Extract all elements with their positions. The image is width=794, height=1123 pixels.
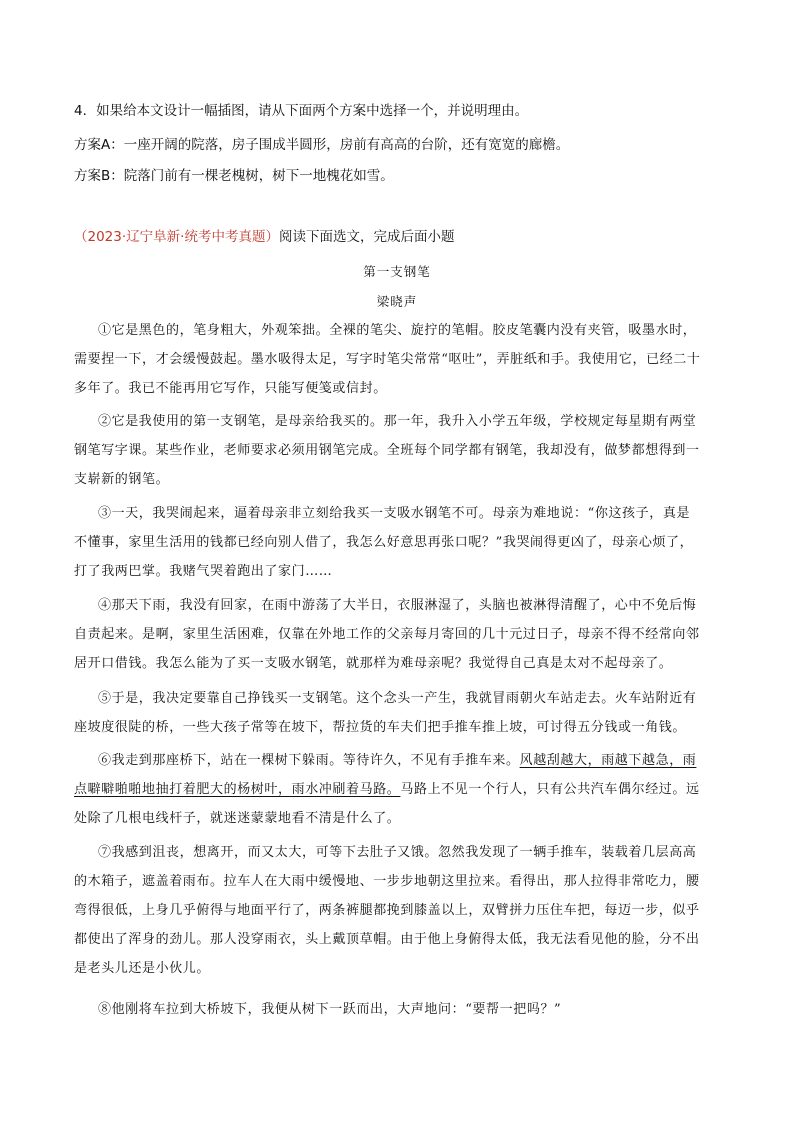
- paragraph-line: 的木箱子，遮盖着雨布。拉车人在大雨中缓慢地、一步步地朝这里拉来。看得出，那人拉得非常吃力，腰: [74, 874, 700, 889]
- paragraph-line: [98, 752, 696, 770]
- paragraph-line: 不懂事，家里生活用的钱都已经向别人借了，我怎么好意思再张口呢？”我哭闹得更凶了，母亲心烦了，: [74, 535, 694, 550]
- source-instruction: 阅读下面选文，完成后面小题: [278, 229, 455, 245]
- paragraph-line: 都使出了浑身的劲儿。那人没穿雨衣，头上戴顶草帽。由于他上身俯得太低，我无法看见他的脸，分不出: [74, 932, 700, 947]
- paragraph-line: 弯得很低，上身几乎俯得与地面平行了，两条裤腿都挽到膝盖以上，双臂拼力压住车把，每迈一步，似乎: [74, 903, 700, 918]
- paragraph-line: ⑧他刚将车拉到大桥坡下，我便从树下一跃而出，大声地问：“要帮一把吗？”: [98, 1002, 562, 1017]
- source-line: [74, 228, 454, 246]
- paragraph-line: ⑤于是，我决定要靠自己挣钱买一支钢笔。这个念头一产生，我就冒雨朝火车站走去。火车站附近有: [98, 691, 697, 706]
- paragraph-line: ①它是黑色的，笔身粗大，外观笨拙。全裸的笔尖、旋拧的笔帽。胶皮笔囊内没有夹管，吸墨水时，: [98, 323, 697, 338]
- paragraph-line: ⑦我感到沮丧，想离开，而又太大，可等下去肚子又饿。忽然我发现了一辆手推车，装载着几层高高: [98, 845, 697, 860]
- paragraph-line: 自责起来。是啊，家里生活困难，仅靠在外地工作的父亲每月寄回的几十元过日子，母亲不得不经常向邻: [74, 627, 700, 642]
- paragraph-text: 马路上不见一个行人，只有公共汽车偶尔经过。远: [400, 782, 700, 797]
- paragraph-line: ③一天，我哭闹起来，逼着母亲非立刻给我买一支吸水钢笔不可。母亲为难地说：“你这孩子，真是: [98, 506, 691, 521]
- paragraph-line: 支崭新的钢笔。: [74, 472, 170, 487]
- paragraph-line: [74, 781, 700, 799]
- paragraph-line: 多年了。我已不能再用它写作，只能写便笺或信封。: [74, 381, 387, 396]
- paragraph-line: 处除了几根电线杆子，就迷迷蒙蒙地看不清是什么了。: [74, 811, 401, 826]
- paragraph-line: 钢笔写字课。某些作业，老师要求必须用钢笔完成。全班每个同学都有钢笔，我却没有，做梦都想得到一: [74, 443, 700, 458]
- underlined-sentence: 风越刮越大，雨越下越急，雨: [519, 753, 697, 768]
- article-title: 第一支钢笔: [363, 264, 431, 279]
- option-a: 方案A：一座开阔的院落，房子围成半圆形，房前有高高的台阶，还有宽宽的廊檐。: [74, 137, 570, 153]
- source-tag: （2023·辽宁阜新·统考中考真题）: [74, 229, 279, 245]
- paragraph-line: 居开口借钱。我怎么能为了买一支吸水钢笔，就那样为难母亲呢？我觉得自己真是太对不起母亲了。: [74, 656, 673, 671]
- paragraph-line: 打了我两巴掌。我赌气哭着跑出了家门……: [74, 564, 333, 579]
- option-b: 方案B：院落门前有一棵老槐树，树下一地槐花如雪。: [74, 168, 394, 184]
- paragraph-line: ④那天下雨，我没有回家，在雨中游荡了大半日，衣服淋湿了，头脑也被淋得清醒了，心中不免后悔: [98, 598, 697, 613]
- paragraph-line: ②它是我使用的第一支钢笔，是母亲给我买的。那一年，我升入小学五年级，学校规定每星期有两堂: [98, 414, 697, 429]
- paragraph-line: 是老头儿还是小伙儿。: [74, 961, 211, 976]
- article-author: 梁晓声: [376, 294, 418, 309]
- paragraph-line: 座坡度很陡的桥，一些大孩子常等在坡下，帮拉货的车夫们把手推车推上坡，可讨得五分钱或一角钱。: [74, 720, 687, 735]
- paragraph-line: 需要捏一下，才会缓慢鼓起。墨水吸得太足，写字时笔尖常常“呕吐”，弄脏纸和手。我使用它，已经二十: [74, 352, 701, 367]
- underlined-sentence: 点噼噼啪啪地抽打着肥大的杨树叶，雨水冲刷着马路。: [74, 782, 401, 797]
- paragraph-text: ⑥我走到那座桥下，站在一棵树下躲雨。等待许久，不见有手推车来。: [98, 753, 520, 768]
- question-prompt: 4．如果给本文设计一幅插图，请从下面两个方案中选择一个，并说明理由。: [74, 103, 529, 119]
